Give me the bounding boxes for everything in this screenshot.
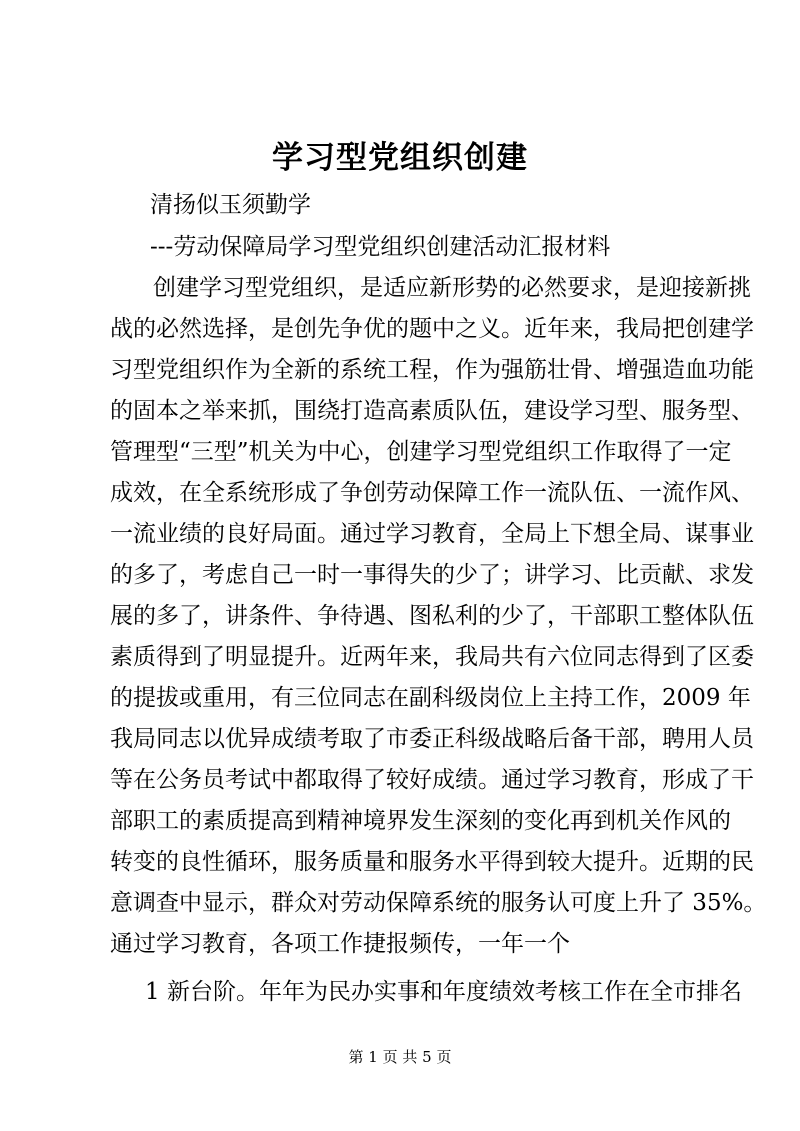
continuation-line: 1 新台阶。年年为民办实事和年度绩效考核工作在全市排名 (145, 979, 742, 1005)
body-line: 通过学习教育，各项工作捷报频传，一年一个 (110, 931, 570, 957)
body-line: 一流业绩的良好局面。通过学习教育，全局上下想全局、谋事业 (110, 521, 754, 547)
body-line: 战的必然选择，是创先争优的题中之义。近年来，我局把创建学 (110, 316, 754, 342)
body-line: 管理型“三型”机关为中心，创建学习型党组织工作取得了一定 (110, 439, 732, 465)
body-line: 意调查中显示，群众对劳动保障系统的服务认可度上升了 35%。 (110, 890, 767, 916)
body-line: 等在公务员考试中都取得了较好成绩。通过学习教育，形成了干 (110, 767, 754, 793)
body-line: 的固本之举来抓，围绕打造高素质队伍，建设学习型、服务型、 (110, 398, 754, 424)
body-line: 的提拔或重用，有三位同志在副科级岗位上主持工作，2009 年 (110, 685, 751, 711)
subtitle-line: 清扬似玉须勤学 (150, 192, 311, 218)
body-line: 创建学习型党组织，是适应新形势的必然要求，是迎接新挑 (153, 275, 751, 301)
body-line: 部职工的素质提高到精神境界发生深刻的变化再到机关作风的 (110, 808, 731, 834)
body-line: 习型党组织作为全新的系统工程，作为强筋壮骨、增强造血功能 (110, 357, 754, 383)
page-footer: 第 1 页 共 5 页 (348, 1048, 452, 1066)
body-line: 展的多了，讲条件、争待遇、图私利的少了，干部职工整体队伍 (110, 603, 754, 629)
body-line: 成效，在全系统形成了争创劳动保障工作一流队伍、一流作风、 (110, 480, 754, 506)
document-title: 学习型党组织创建 (272, 140, 528, 176)
subtitle-line: ---劳动保障局学习型党组织创建活动汇报材料 (150, 234, 611, 260)
body-line: 转变的良性循环，服务质量和服务水平得到较大提升。近期的民 (110, 849, 754, 875)
body-line: 我局同志以优异成绩考取了市委正科级战略后备干部，聘用人员 (110, 726, 754, 752)
body-line: 的多了，考虑自己一时一事得失的少了；讲学习、比贡献、求发 (110, 562, 754, 588)
body-line: 素质得到了明显提升。近两年来，我局共有六位同志得到了区委 (110, 644, 754, 670)
